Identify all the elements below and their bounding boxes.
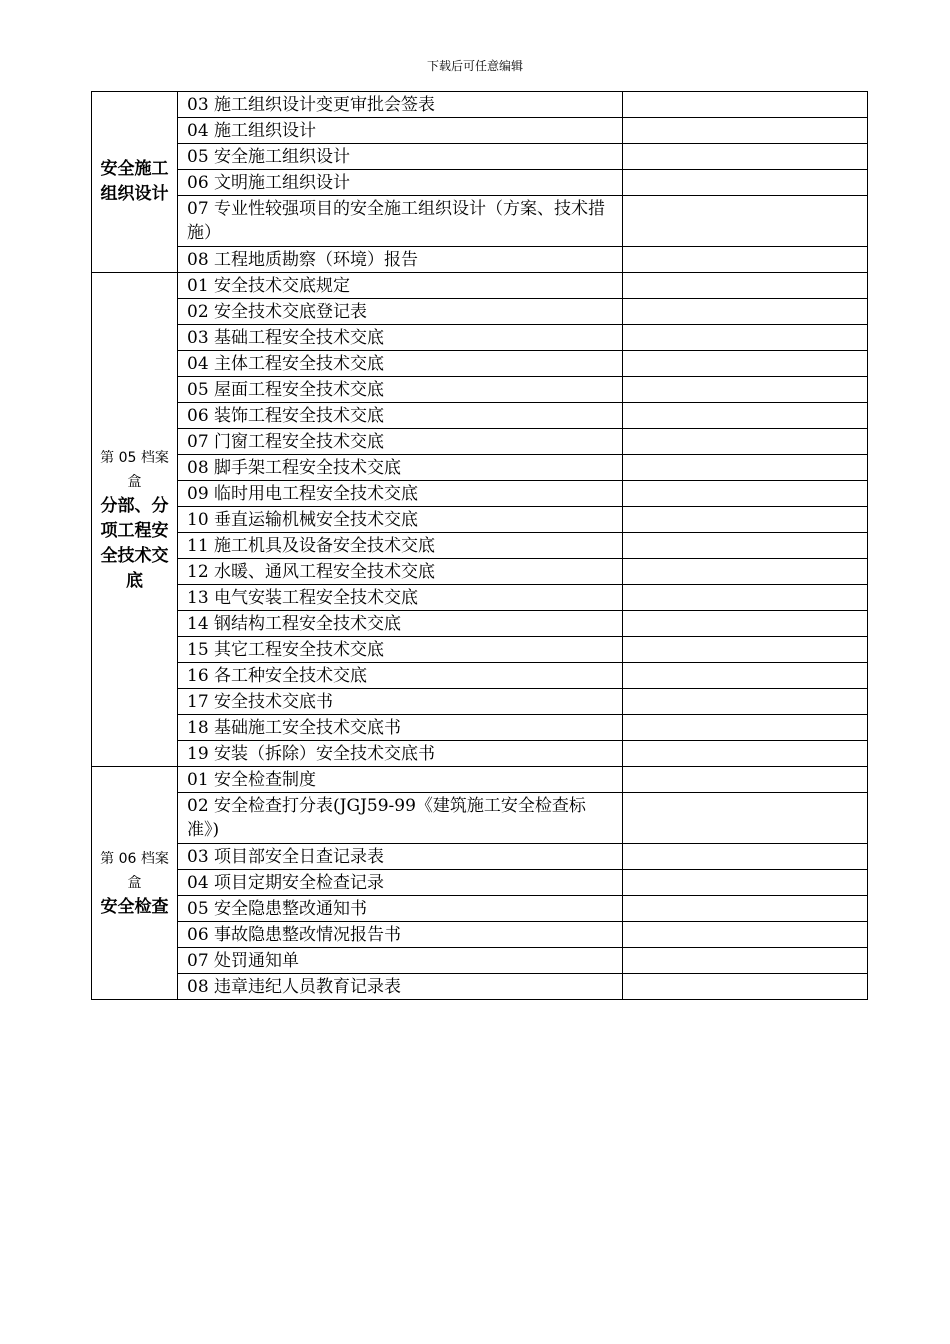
remarks-cell (623, 196, 868, 247)
remarks-cell (623, 170, 868, 196)
table-row (92, 170, 868, 196)
remarks-cell (623, 793, 868, 844)
remarks-cell (623, 429, 868, 455)
remarks-cell (623, 741, 868, 767)
table-row (92, 767, 868, 793)
table-row (92, 922, 868, 948)
table-row (92, 273, 868, 299)
section-box-label: 第 06 档案盒 (100, 850, 169, 891)
remarks-cell (623, 922, 868, 948)
table-row (92, 325, 868, 351)
item-label: 08 脚手架工程安全技术交底 (178, 455, 623, 481)
item-label: 10 垂直运输机械安全技术交底 (178, 507, 623, 533)
table-row (92, 559, 868, 585)
item-label: 01 安全检查制度 (178, 767, 623, 793)
remarks-cell (623, 299, 868, 325)
table-row (92, 247, 868, 273)
remarks-cell (623, 481, 868, 507)
remarks-cell (623, 507, 868, 533)
table-row (92, 118, 868, 144)
section-title: 安全检查 (100, 896, 169, 917)
item-label: 03 施工组织设计变更审批会签表 (178, 92, 623, 118)
item-label: 15 其它工程安全技术交底 (178, 637, 623, 663)
remarks-cell (623, 403, 868, 429)
item-label: 07 专业性较强项目的安全施工组织设计（方案、技术措施） (178, 196, 623, 247)
table-row (92, 741, 868, 767)
item-label: 06 文明施工组织设计 (178, 170, 623, 196)
item-label: 06 装饰工程安全技术交底 (178, 403, 623, 429)
table-row (92, 585, 868, 611)
item-label: 05 安全隐患整改通知书 (178, 896, 623, 922)
table-row (92, 92, 868, 118)
item-label: 01 安全技术交底规定 (178, 273, 623, 299)
item-label: 11 施工机具及设备安全技术交底 (178, 533, 623, 559)
item-label: 09 临时用电工程安全技术交底 (178, 481, 623, 507)
remarks-cell (623, 455, 868, 481)
item-label: 08 违章违纪人员教育记录表 (178, 974, 623, 1000)
remarks-cell (623, 585, 868, 611)
section-title: 分部、分项工程安全技术交底 (100, 495, 169, 591)
table-row (92, 715, 868, 741)
table-row (92, 455, 868, 481)
remarks-cell (623, 118, 868, 144)
item-label: 07 门窗工程安全技术交底 (178, 429, 623, 455)
remarks-cell (623, 92, 868, 118)
remarks-cell (623, 533, 868, 559)
item-label: 04 施工组织设计 (178, 118, 623, 144)
table-row (92, 689, 868, 715)
section-safety-construction-design (92, 92, 178, 273)
remarks-cell (623, 689, 868, 715)
remarks-cell (623, 273, 868, 299)
item-label: 13 电气安装工程安全技术交底 (178, 585, 623, 611)
table-row (92, 844, 868, 870)
item-label: 08 工程地质勘察（环境）报告 (178, 247, 623, 273)
remarks-cell (623, 870, 868, 896)
table-row (92, 429, 868, 455)
remarks-cell (623, 559, 868, 585)
section-box-05-technical-briefing (92, 273, 178, 767)
section-title: 安全施工组织设计 (100, 159, 169, 204)
table-row (92, 351, 868, 377)
table-row (92, 403, 868, 429)
remarks-cell (623, 948, 868, 974)
remarks-cell (623, 325, 868, 351)
remarks-cell (623, 144, 868, 170)
table-row (92, 793, 868, 844)
table-row (92, 196, 868, 247)
item-label: 18 基础施工安全技术交底书 (178, 715, 623, 741)
item-label: 19 安装（拆除）安全技术交底书 (178, 741, 623, 767)
item-label: 02 安全技术交底登记表 (178, 299, 623, 325)
table-row (92, 507, 868, 533)
item-label: 03 项目部安全日查记录表 (178, 844, 623, 870)
table-row (92, 611, 868, 637)
item-label: 16 各工种安全技术交底 (178, 663, 623, 689)
remarks-cell (623, 974, 868, 1000)
table-row (92, 896, 868, 922)
remarks-cell (623, 896, 868, 922)
item-label: 14 钢结构工程安全技术交底 (178, 611, 623, 637)
section-box-label: 第 05 档案盒 (100, 449, 169, 490)
archive-index-table (91, 91, 868, 1000)
remarks-cell (623, 377, 868, 403)
item-label: 02 安全检查打分表(JGJ59-99《建筑施工安全检查标准》) (178, 793, 623, 844)
item-label: 06 事故隐患整改情况报告书 (178, 922, 623, 948)
table-row (92, 533, 868, 559)
section-box-06-safety-inspection (92, 767, 178, 1000)
table-row (92, 481, 868, 507)
remarks-cell (623, 844, 868, 870)
table-row (92, 663, 868, 689)
item-label: 04 主体工程安全技术交底 (178, 351, 623, 377)
item-label: 12 水暖、通风工程安全技术交底 (178, 559, 623, 585)
item-label: 07 处罚通知单 (178, 948, 623, 974)
remarks-cell (623, 637, 868, 663)
page-header: 下载后可任意编辑 (426, 59, 523, 73)
remarks-cell (623, 611, 868, 637)
remarks-cell (623, 351, 868, 377)
table-row (92, 637, 868, 663)
item-label: 04 项目定期安全检查记录 (178, 870, 623, 896)
remarks-cell (623, 767, 868, 793)
table-row (92, 377, 868, 403)
item-label: 05 安全施工组织设计 (178, 144, 623, 170)
remarks-cell (623, 247, 868, 273)
remarks-cell (623, 663, 868, 689)
item-label: 05 屋面工程安全技术交底 (178, 377, 623, 403)
item-label: 03 基础工程安全技术交底 (178, 325, 623, 351)
table-row (92, 948, 868, 974)
item-label: 17 安全技术交底书 (178, 689, 623, 715)
table-row (92, 144, 868, 170)
table-row (92, 974, 868, 1000)
table-row (92, 299, 868, 325)
remarks-cell (623, 715, 868, 741)
table-row (92, 870, 868, 896)
